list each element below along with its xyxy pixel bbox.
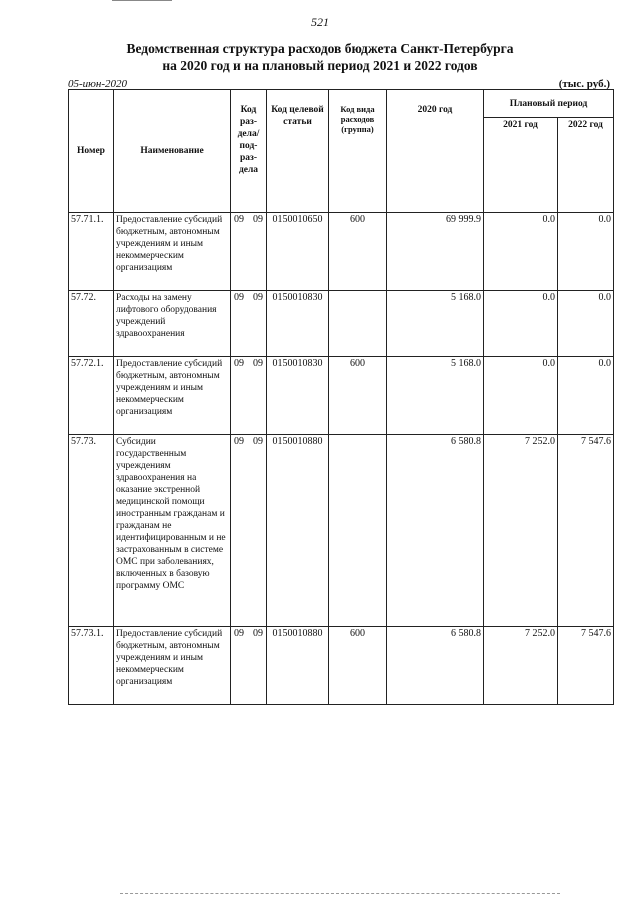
row-value-2020: 69 999.9 <box>387 213 484 291</box>
page-number: 521 <box>311 15 329 29</box>
table-row <box>69 357 614 435</box>
row-value-2020: 5 168.0 <box>387 357 484 435</box>
document-date: 05-июн-2020 <box>68 78 128 90</box>
razdel-code: 09 <box>234 628 244 639</box>
header-target-code: Код целевой статьи <box>267 90 329 213</box>
row-target-code: 0150010830 <box>267 291 329 357</box>
row-section-code <box>231 291 267 357</box>
header-number: Номер <box>69 90 114 213</box>
title-line-1: Ведомственная структура расходов бюджета Санкт-Петербурга <box>126 41 514 56</box>
razdel-code: 09 <box>234 292 244 303</box>
row-name: Расходы на замену лифтового оборудования учреждений здравоохранения <box>114 291 231 357</box>
row-expense-type: 600 <box>329 357 387 435</box>
row-value-2022: 0.0 <box>558 357 614 435</box>
table-body <box>69 213 614 705</box>
row-value-2020: 6 580.8 <box>387 435 484 627</box>
row-target-code: 0150010830 <box>267 357 329 435</box>
top-scan-mark <box>112 0 172 1</box>
row-expense-type: 600 <box>329 627 387 705</box>
row-value-2022: 0.0 <box>558 213 614 291</box>
row-number: 57.72.1. <box>69 357 114 435</box>
header-year-2021: 2021 год <box>484 118 558 213</box>
row-value-2021: 7 252.0 <box>484 435 558 627</box>
row-section-code <box>231 435 267 627</box>
units-label: (тыс. руб.) <box>558 78 610 90</box>
row-expense-type: 600 <box>329 213 387 291</box>
title-line-2: на 2020 год и на плановый период 2021 и 2022 годов <box>162 58 478 73</box>
row-section-code <box>231 357 267 435</box>
row-value-2021: 0.0 <box>484 357 558 435</box>
row-name: Предоставление субсидий бюджетным, автономным учреждениям и иным некоммерческим организациям <box>114 627 231 705</box>
row-target-code: 0150010880 <box>267 627 329 705</box>
razdel-code: 09 <box>234 214 244 225</box>
row-value-2022: 7 547.6 <box>558 627 614 705</box>
table-row <box>69 435 614 627</box>
row-number: 57.73. <box>69 435 114 627</box>
row-number: 57.72. <box>69 291 114 357</box>
row-section-code <box>231 627 267 705</box>
row-name: Субсидии государственным учреждениям здравоохранения на оказание экстренной медицинской помощи иностранным гражданам и гражданам не идентифицированным и не застрахованным в системе ОМС при заболеваниях, включенных в базовую программу ОМС <box>114 435 231 627</box>
row-number: 57.73.1. <box>69 627 114 705</box>
row-value-2022: 0.0 <box>558 291 614 357</box>
header-year-2022: 2022 год <box>558 118 614 213</box>
row-name: Предоставление субсидий бюджетным, автономным учреждениям и иным некоммерческим организациям <box>114 357 231 435</box>
budget-table <box>68 89 614 705</box>
header-section-code: Код раз-дела/ под-раз-дела <box>231 90 267 213</box>
razdel-code: 09 <box>234 436 244 447</box>
row-name: Предоставление субсидий бюджетным, автономным учреждениям и иным некоммерческим организациям <box>114 213 231 291</box>
row-value-2021: 0.0 <box>484 291 558 357</box>
row-target-code: 0150010650 <box>267 213 329 291</box>
row-value-2020: 6 580.8 <box>387 627 484 705</box>
razdel-code: 09 <box>234 358 244 369</box>
podrazdel-code: 09 <box>253 358 263 369</box>
header-year-2020: 2020 год <box>387 90 484 213</box>
row-value-2021: 7 252.0 <box>484 627 558 705</box>
row-value-2020: 5 168.0 <box>387 291 484 357</box>
row-value-2021: 0.0 <box>484 213 558 291</box>
footer-divider <box>120 893 560 894</box>
table-row <box>69 213 614 291</box>
row-expense-type <box>329 291 387 357</box>
header-planned-period: Плановый период <box>484 90 614 118</box>
row-value-2022: 7 547.6 <box>558 435 614 627</box>
podrazdel-code: 09 <box>253 292 263 303</box>
podrazdel-code: 09 <box>253 628 263 639</box>
table-row <box>69 291 614 357</box>
row-section-code <box>231 213 267 291</box>
document-title <box>60 40 580 74</box>
row-expense-type <box>329 435 387 627</box>
podrazdel-code: 09 <box>253 214 263 225</box>
row-target-code: 0150010880 <box>267 435 329 627</box>
header-name: Наименование <box>114 90 231 213</box>
header-expense-type: Код вида расходов (группа) <box>329 90 387 213</box>
table-row <box>69 627 614 705</box>
row-number: 57.71.1. <box>69 213 114 291</box>
podrazdel-code: 09 <box>253 436 263 447</box>
